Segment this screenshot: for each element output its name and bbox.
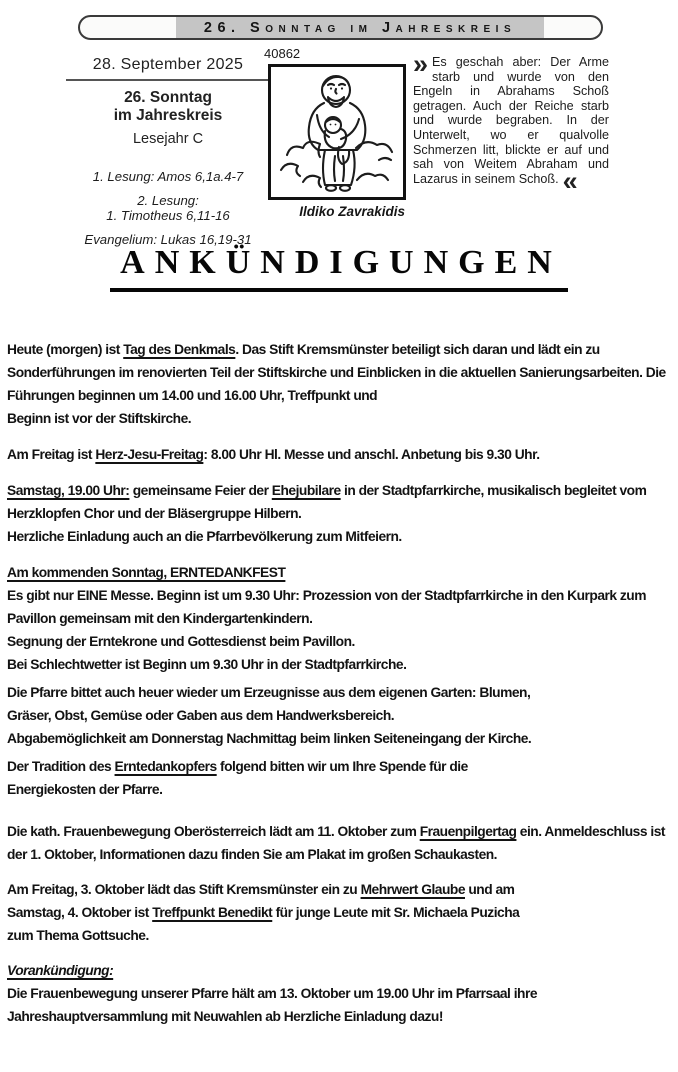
highlighted-phrase: Mehrwert Glaube (360, 882, 465, 897)
date-divider (66, 79, 271, 81)
highlighted-phrase: Treffpunkt Benedikt (152, 905, 273, 920)
text-segment: Abgabemöglichkeit am Donnerstag Nachmittag beim linken Seiteneingang der Kirche. (7, 731, 532, 746)
page-title: ANKÜNDIGUNGEN (110, 244, 568, 292)
text-segment: Beginn ist vor der Stiftskirche. (7, 411, 192, 426)
artwork (263, 46, 405, 219)
open-quote-mark: » (413, 49, 427, 79)
announcement-paragraph (7, 479, 673, 548)
text-segment: Heute (morgen) ist (7, 342, 124, 357)
text-segment: gemeinsame Feier der (129, 483, 272, 498)
text-segment: in der Stadtpfarrkirche, musikalisch begleitet vom Herzklopfen Chor und der Bläsergruppe Hilbern. (7, 483, 647, 521)
highlighted-phrase: Erntedankopfers (114, 759, 217, 774)
announcement-paragraph (7, 878, 673, 947)
text-segment: Es gibt nur EINE Messe. Beginn ist um 9.30 Uhr: Prozession von der Stadtpfarrkirche in den Kurpark zum Pavillon gemeinsam mit den Kindergartenkindern. (7, 588, 646, 626)
text-segment: Der Tradition des (7, 759, 115, 774)
text-segment: Herzliche Einladung auch an die Pfarrbevölkerung zum Mitfeiern. (7, 529, 402, 544)
text-segment: folgend bitten wir um Ihre Spende für die (216, 759, 468, 774)
text-segment: Die kath. Frauenbewegung Oberösterreich lädt am 11. Oktober zum (7, 824, 420, 839)
text-segment: Gräser, Obst, Gemüse oder Gaben aus dem Handwerksbereich. (7, 708, 395, 723)
text-segment: Die Frauenbewegung unserer Pfarre hält am 13. Oktober um 19.00 Uhr im Pfarrsaal ihre Jahreshauptversammlung mit Neuwahlen ab Herzliche Einladung dazu! (7, 986, 538, 1024)
highlighted-phrase: Samstag, 19.00 Uhr: (7, 483, 130, 498)
highlighted-phrase: Herz-Jesu-Freitag (95, 447, 204, 462)
artwork-frame (268, 64, 406, 200)
reading-line: Evangelium: Lukas 16,19-31 (84, 232, 252, 247)
reading-line: 2. Lesung: (137, 193, 199, 208)
text-segment: Energiekosten der Pfarre. (7, 782, 163, 797)
text-segment: Segnung der Erntekrone und Gottesdienst beim Pavillon. (7, 634, 355, 649)
text-segment: und am (465, 882, 515, 897)
text-segment: Am Freitag ist (7, 447, 96, 462)
text-segment: ein. Anmeldeschluss ist der 1. Oktober, Informationen dazu finden Sie am Plakat im großen Schaukasten. (7, 824, 665, 862)
announcement-paragraph (7, 959, 673, 1028)
artwork-credit: Ildiko Zavrakidis (299, 204, 405, 219)
close-quote-mark: « (562, 165, 576, 196)
announcement-paragraph (7, 561, 673, 676)
announcement-paragraph (7, 820, 673, 866)
reading-line: 1. Timotheus 6,11-16 (106, 208, 230, 223)
text-segment: Am Freitag, 3. Oktober lädt das Stift Kremsmünster ein zu (7, 882, 361, 897)
lectionary-year: Lesejahr C (132, 131, 204, 147)
text-segment: Bei Schlechtwetter ist Beginn um 9.30 Uhr in der Stadtpfarrkirche. (7, 657, 407, 672)
feast-info-column (62, 56, 274, 256)
text-segment: zum Thema Gottsuche. (7, 928, 149, 943)
reading-line: 1. Lesung: Amos 6,1a.4-7 (92, 169, 244, 184)
reading-group (62, 169, 274, 184)
text-segment: Die Pfarre bittet auch heuer wieder um Erzeugnisse aus dem eigenen Garten: Blumen, (7, 685, 531, 700)
title-section (0, 244, 678, 292)
feast-title-line1: 26. Sonntag (124, 89, 212, 106)
feast-title-line2: im Jahreskreis (113, 107, 223, 124)
text-segment: . Das Stift Kremsmünster beteiligt sich daran und lädt ein zu Sonderführungen im renovierten Teil der Stiftskirche und Einblicken in die aktuellen Sanierungsarbeiten. Die Führungen beginnen um 14.00 und 16.00 Uhr, Treffpunkt und (7, 342, 666, 403)
highlighted-phrase: Ehejubilare (271, 483, 341, 498)
announcements (7, 338, 673, 1041)
announcement-paragraph (7, 338, 673, 430)
highlighted-phrase: Frauenpilgertag (419, 824, 517, 839)
text-segment: : 8.00 Uhr Hl. Messe und anschl. Anbetung bis 9.30 Uhr. (203, 447, 540, 462)
date-text: 28. September 2025 (92, 56, 244, 73)
announcement-paragraph (7, 681, 673, 750)
banner-title-bar (176, 17, 544, 38)
highlighted-phrase: Am kommenden Sonntag, ERNTEDANKFEST (7, 565, 286, 580)
header-banner (78, 15, 603, 40)
readings-list (62, 169, 274, 247)
reading-group (62, 193, 274, 223)
highlighted-phrase: Vorankündigung: (7, 963, 114, 978)
abraham-lazarus-illustration (273, 69, 401, 195)
gospel-quote (413, 49, 609, 196)
announcement-paragraph (7, 755, 673, 801)
announcement-paragraph (7, 443, 673, 466)
banner-title: 26. Sonntag im Jahreskreis (203, 19, 517, 36)
text-segment: für junge Leute mit Sr. Michaela Puzicha (272, 905, 520, 920)
gospel-quote-text: Es geschah aber: Der Arme starb und wurde von den Engeln in Abrahams Schoß getragen. Auch der Reiche starb und wurde begraben. In der Unterwelt, wo er qualvolle Schmerzen litt, blickte er auf und sah von Weitem Abraham und Lazarus in seinem Schoß. (413, 55, 609, 186)
highlighted-phrase: Tag des Denkmals (123, 342, 236, 357)
text-segment: Samstag, 4. Oktober ist (7, 905, 153, 920)
artwork-number: 40862 (264, 46, 301, 61)
